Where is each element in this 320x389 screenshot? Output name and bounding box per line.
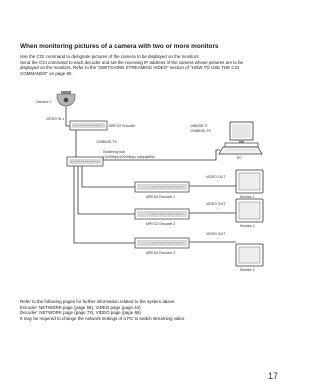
decoder-label-1: MPEG2 Decoder 1 — [146, 195, 176, 199]
monitor-label-2: Monitor 2 — [240, 224, 255, 228]
monitor-icon-3 — [236, 244, 263, 266]
pc-computer-icon — [219, 122, 262, 154]
monitor-icon-2 — [236, 199, 263, 222]
decoder-device-2 — [135, 209, 189, 219]
decoder-cable-2 — [78, 166, 135, 214]
intro-line: displayed on the monitors. Refer to the "SWITCHING STREAMING VIDEO" section of "HOW TO USE THE CGI — [20, 65, 240, 71]
encoder-port-label: 100BASE-TX — [96, 140, 117, 144]
reference-line: Encoder: NETWORK page (page 56), VIDEO page (page 44) — [20, 304, 141, 310]
video-in-label: VIDEO IN 1 — [46, 117, 65, 121]
video-out-label-1: VIDEO OUT — [206, 175, 226, 179]
encoder-label: MPEG2 Encoder — [109, 124, 136, 128]
video-out-arrow-icon: ↓ — [217, 179, 219, 183]
intro-line: Send the CGI command to each decoder and set the receiving IP address of the camera whose pictures are to be — [20, 59, 244, 65]
video-out-label-3: VIDEO OUT — [206, 232, 226, 236]
hub-label: Switching hub — [103, 150, 125, 154]
monitor-icon-1 — [236, 170, 263, 193]
intro-line: Use the CGI command to designate pictures of the camera to be displayed on the monitors. — [20, 54, 200, 59]
video-out-arrow-icon: ↓ — [217, 236, 219, 240]
monitor-label-3: Monitor 3 — [240, 268, 255, 272]
decoder-device-3 — [135, 238, 189, 248]
decoder-label-3: MPEG2 Decoder 3 — [146, 251, 176, 255]
pc-label: PC — [237, 156, 242, 160]
monitor-label-1: Monitor 1 — [240, 195, 255, 199]
section-heading: When monitoring pictures of a camera with two or more monitors — [20, 43, 219, 50]
dome-camera-icon — [57, 91, 75, 106]
reference-line: Decoder: NETWORK page (page 73), VIDEO page (page 69) — [20, 310, 141, 316]
reference-line: It may be required to change the network settings of a PC to switch streaming video. — [20, 315, 186, 321]
decoder-label-2: MPEG2 Decoder 2 — [146, 222, 176, 226]
video-out-arrow-icon: ↓ — [217, 206, 219, 210]
hub-label: (100Mbps/1000Mbps compatible) — [103, 155, 155, 159]
camera-label: Camera 1 — [36, 100, 52, 104]
video-out-label-2: VIDEO OUT — [206, 202, 226, 206]
encoder-device — [70, 121, 107, 130]
pc-port-label: 10BASE-T/ — [190, 124, 208, 128]
page-number: 17 — [268, 371, 279, 381]
reference-paragraph — [20, 299, 282, 321]
intro-line: COMMANDS" on page 90. — [20, 70, 73, 76]
decoder-cable-3 — [74, 166, 135, 243]
reference-line: Refer to the following pages for further information related to the system above. — [20, 299, 176, 304]
pc-port-label: 100BASE-TX — [190, 129, 211, 133]
decoder-device-1 — [135, 182, 189, 192]
decoder-cable-1 — [82, 166, 135, 187]
switching-hub-device — [67, 157, 103, 166]
